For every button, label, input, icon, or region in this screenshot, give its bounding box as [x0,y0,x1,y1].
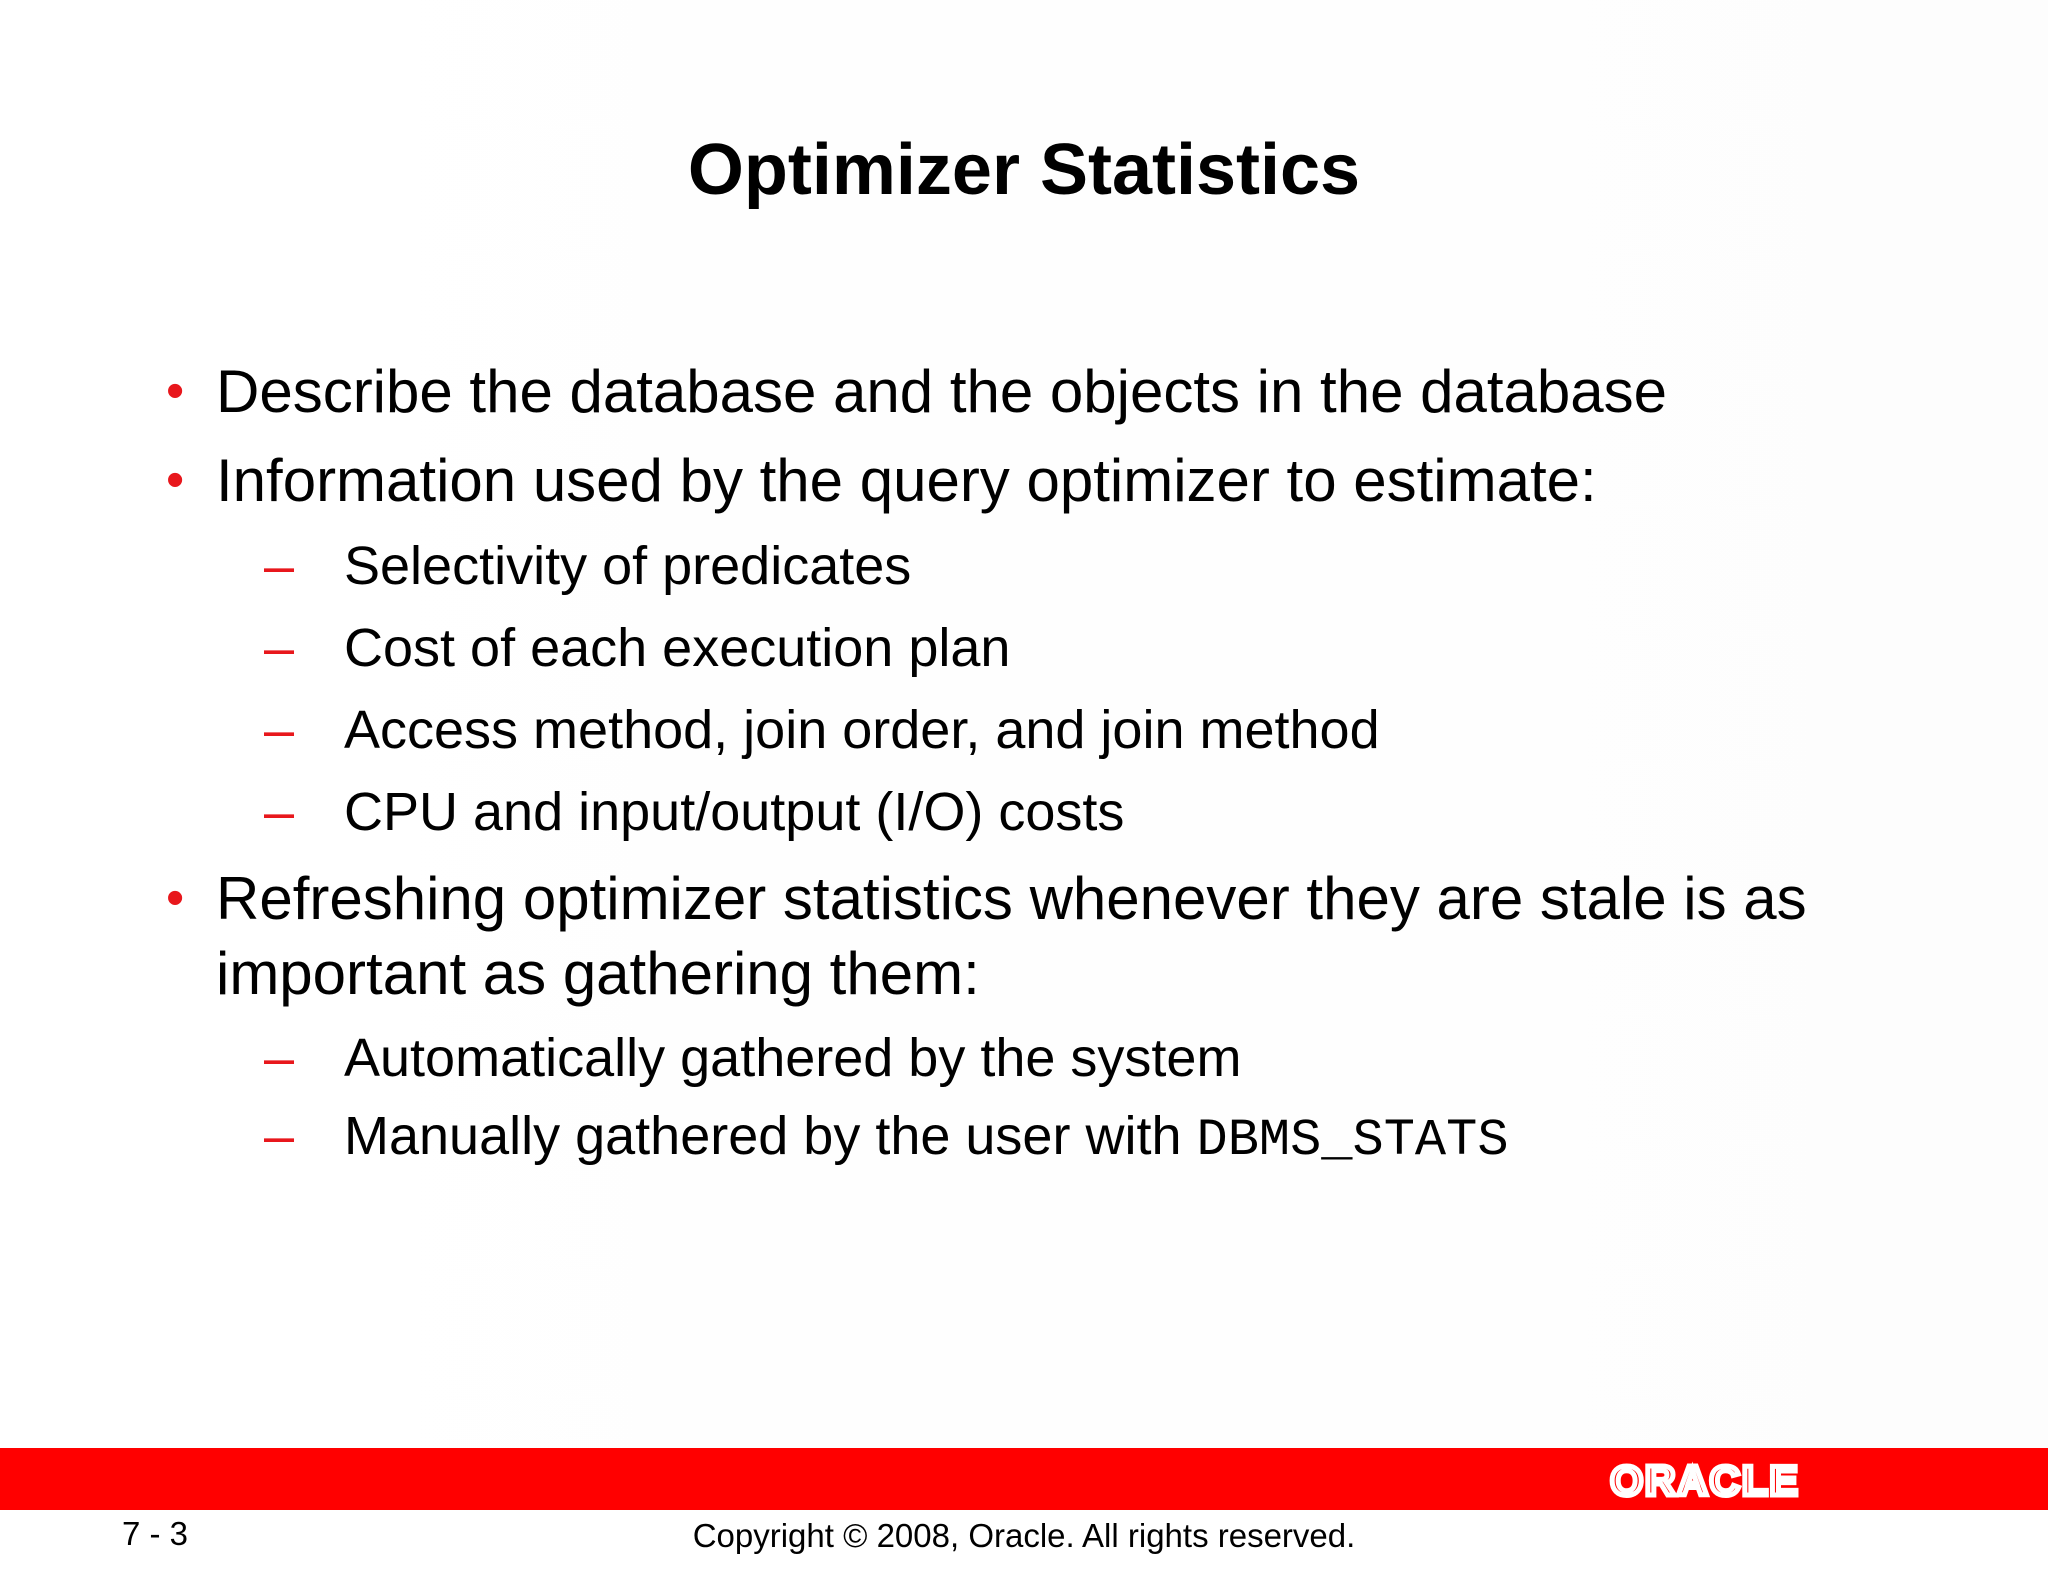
slide-title: Optimizer Statistics [687,130,1361,210]
bullet-text: Describe the database and the objects in the database [216,358,1668,425]
dash-glyph: – [264,700,295,760]
sub-bullet-text: Selectivity of predicates [344,536,912,596]
sub-bullet-item [264,615,1844,681]
dash-glyph: – [264,1106,295,1166]
dash-glyph: – [264,536,295,596]
sub-bullet-text: Cost of each execution plan [344,618,1011,678]
sub-bullet-item [264,779,1844,845]
sub-bullet-text: Automatically gathered by the system [344,1028,1242,1088]
bullet-glyph: • [166,362,185,420]
bullet-text: Information used by the query optimizer to estimate: [216,447,1597,514]
bullet-item [166,354,1916,429]
sub-bullet-item [264,533,1844,599]
bullet-item [166,861,1916,1011]
bullet-glyph: • [166,869,185,927]
bullet-text-line-2: important as gathering them: [216,940,980,1007]
oracle-logo-text: ORACLE [1610,1457,1800,1501]
sub-bullet-text: Access method, join order, and join method [344,700,1380,760]
sub-bullet-text: CPU and input/output (I/O) costs [344,782,1125,842]
sub-bullet-item [264,1025,1844,1091]
sub-bullet-item [264,697,1844,763]
dash-glyph: – [264,618,295,678]
dash-glyph: – [264,1028,295,1088]
bullet-item [166,443,1916,518]
sub-bullet-text: Manually gathered by the user with [344,1106,1197,1166]
copyright-notice: Copyright © 2008, Oracle. All rights reserved. [692,1517,1356,1554]
oracle-logo [1575,1457,1835,1501]
dash-glyph: – [264,782,295,842]
page-number: 7 - 3 [122,1515,189,1552]
sub-bullet-item [264,1103,1844,1174]
bullet-glyph: • [166,451,185,509]
code-dbms-stats: DBMS_STATS [1196,1111,1509,1170]
bullet-text-line-1: Refreshing optimizer statistics whenever they are stale is as [216,865,1807,932]
